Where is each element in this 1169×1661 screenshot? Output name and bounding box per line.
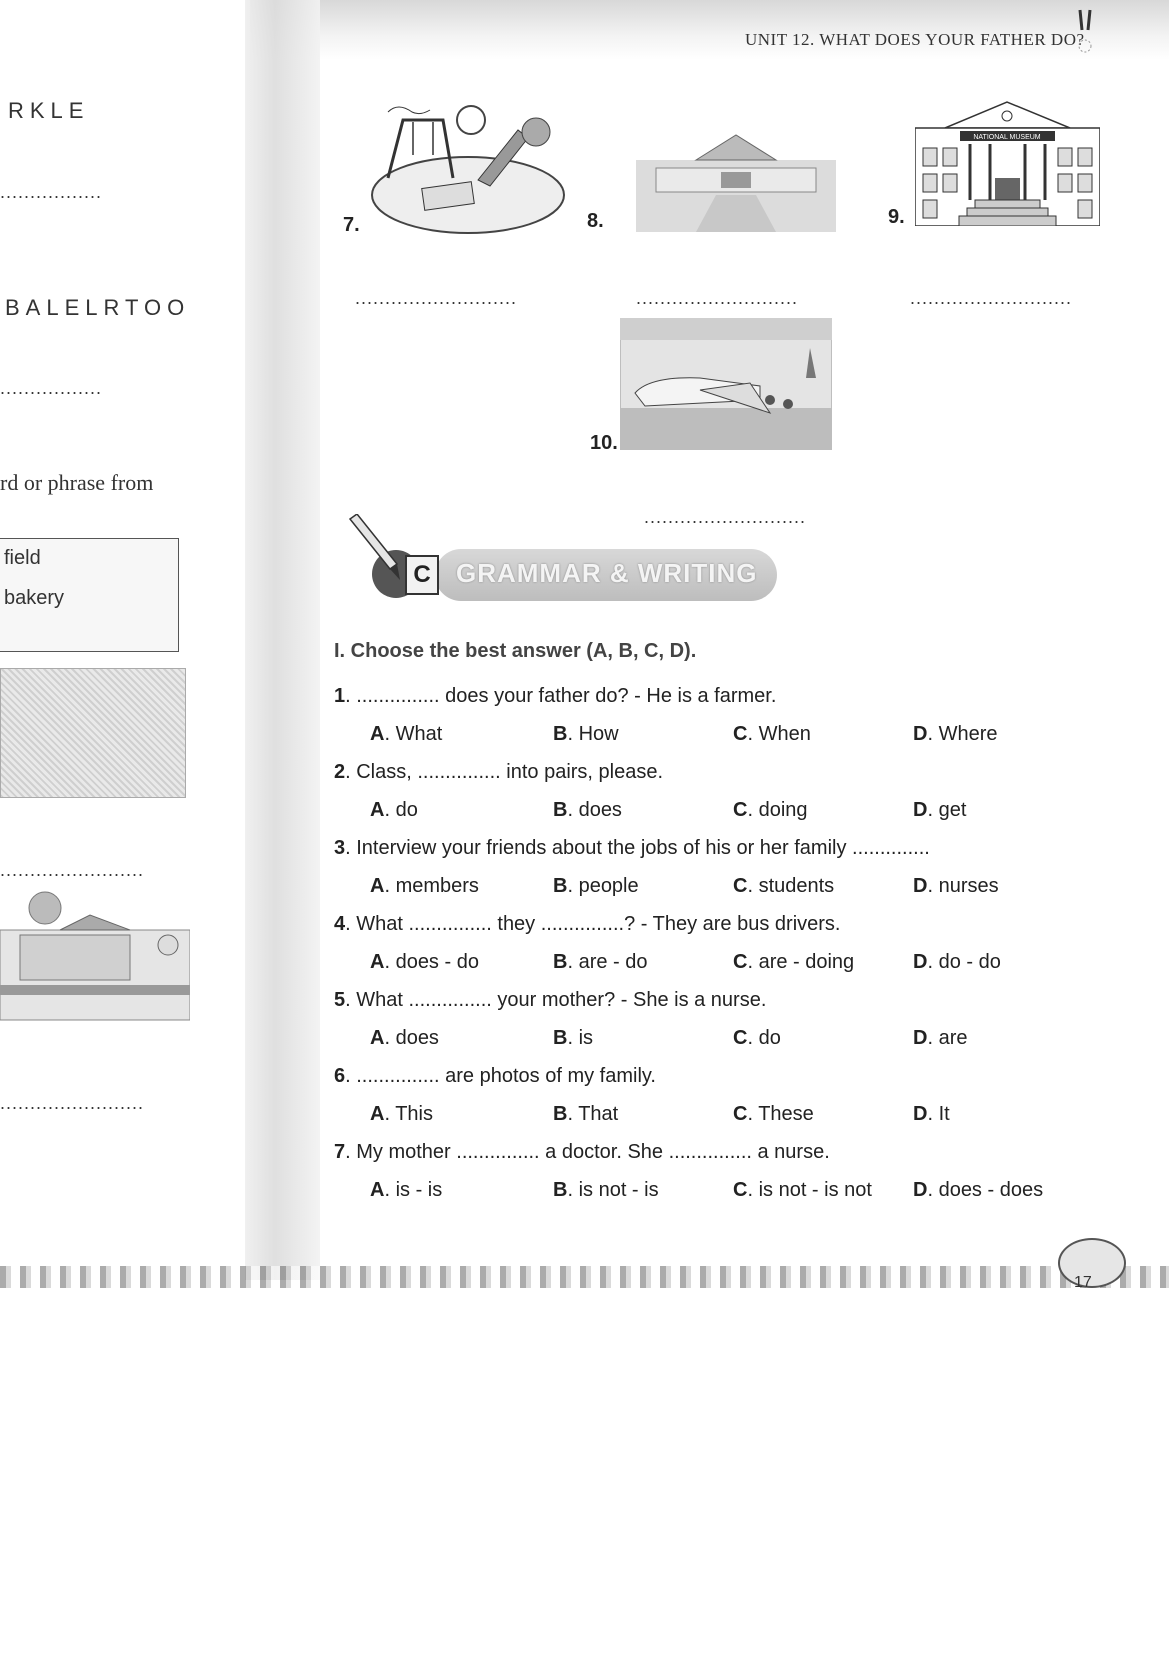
option-2b[interactable]: B. does	[553, 799, 622, 821]
bank-word-field: field	[4, 547, 41, 569]
option-5d[interactable]: D. are	[913, 1027, 968, 1049]
option-1c[interactable]: C. When	[733, 723, 811, 745]
answer-line-4[interactable]: ........................	[0, 1093, 145, 1113]
museum-sign: NATIONAL MUSEUM	[973, 134, 1041, 141]
answer-line-1[interactable]: .................	[0, 182, 103, 202]
playground-picture	[368, 100, 568, 235]
option-5a[interactable]: A. does	[370, 1027, 439, 1049]
option-1a[interactable]: A. What	[370, 723, 443, 745]
picture-number-10: 10.	[590, 432, 618, 454]
picture-number-7: 7.	[343, 214, 360, 236]
question-2: 2. Class, ............... into pairs, please.	[334, 761, 664, 783]
option-6b[interactable]: B. That	[553, 1103, 619, 1125]
house-picture	[0, 890, 190, 1025]
option-3c[interactable]: C. students	[733, 875, 835, 897]
question-5: 5. What ............... your mother? - She is a nurse.	[334, 989, 767, 1011]
option-6d[interactable]: D. It	[913, 1103, 950, 1125]
picture-number-9: 9.	[888, 206, 905, 228]
answer-line-10[interactable]: ...........................	[644, 507, 807, 527]
exercise-instruction: I. Choose the best answer (A, B, C, D).	[334, 640, 697, 662]
grass-border	[0, 1266, 1169, 1288]
answer-line-8[interactable]: ...........................	[636, 288, 799, 308]
option-1d[interactable]: D. Where	[913, 723, 998, 745]
option-4a[interactable]: A. does - do	[370, 951, 479, 973]
option-6c[interactable]: C. These	[733, 1103, 814, 1125]
option-4c[interactable]: C. are - doing	[733, 951, 855, 973]
option-7d[interactable]: D. does - does	[913, 1179, 1044, 1201]
option-5b[interactable]: B. is	[553, 1027, 594, 1049]
section-title: GRAMMAR & WRITING	[456, 558, 758, 588]
unit-title: UNIT 12. WHAT DOES YOUR FATHER DO?	[745, 30, 1085, 49]
option-3a[interactable]: A. members	[370, 875, 479, 897]
option-3d[interactable]: D. nurses	[913, 875, 999, 897]
museum-picture	[915, 100, 1100, 226]
option-7a[interactable]: A. is - is	[370, 1179, 443, 1201]
picture-number-8: 8.	[587, 210, 604, 232]
book-spine	[245, 0, 320, 1280]
school-building-picture	[636, 130, 836, 232]
option-4b[interactable]: B. are - do	[553, 951, 648, 973]
rabbit-icon	[1070, 8, 1100, 58]
answer-line-7[interactable]: ...........................	[355, 288, 518, 308]
question-6: 6. ............... are photos of my family.	[334, 1065, 656, 1087]
question-7: 7. My mother ............... a doctor. She ............... a nurse.	[334, 1141, 830, 1163]
option-2d[interactable]: D. get	[913, 799, 967, 821]
pencil-drawing	[345, 514, 405, 584]
scrambled-word-1: RKLE	[8, 98, 90, 123]
option-2a[interactable]: A. do	[370, 799, 418, 821]
page-number: 17	[1074, 1274, 1092, 1291]
question-1: 1. ............... does your father do? - He is a farmer.	[334, 685, 777, 707]
left-instruction: rd or phrase from	[0, 470, 154, 495]
option-7b[interactable]: B. is not - is	[553, 1179, 659, 1201]
airport-picture	[620, 318, 832, 450]
answer-line-9[interactable]: ...........................	[910, 288, 1073, 308]
answer-line-2[interactable]: .................	[0, 378, 103, 398]
option-2c[interactable]: C. doing	[733, 799, 808, 821]
scrambled-word-2: BALELRTOO	[5, 295, 191, 320]
field-picture	[0, 668, 186, 798]
option-5c[interactable]: C. do	[733, 1027, 781, 1049]
answer-line-3[interactable]: ........................	[0, 860, 145, 880]
page-number-flower	[1058, 1238, 1126, 1288]
question-3: 3. Interview your friends about the jobs of his or her family ..............	[334, 837, 930, 859]
bank-word-bakery: bakery	[4, 587, 65, 609]
option-3b[interactable]: B. people	[553, 875, 639, 897]
section-letter: C	[405, 555, 439, 595]
option-6a[interactable]: A. This	[370, 1103, 433, 1125]
question-4: 4. What ............... they ...............? - They are bus drivers.	[334, 913, 841, 935]
option-1b[interactable]: B. How	[553, 723, 619, 745]
option-4d[interactable]: D. do - do	[913, 951, 1001, 973]
word-bank-box	[0, 538, 179, 652]
option-7c[interactable]: C. is not - is not	[733, 1179, 872, 1201]
